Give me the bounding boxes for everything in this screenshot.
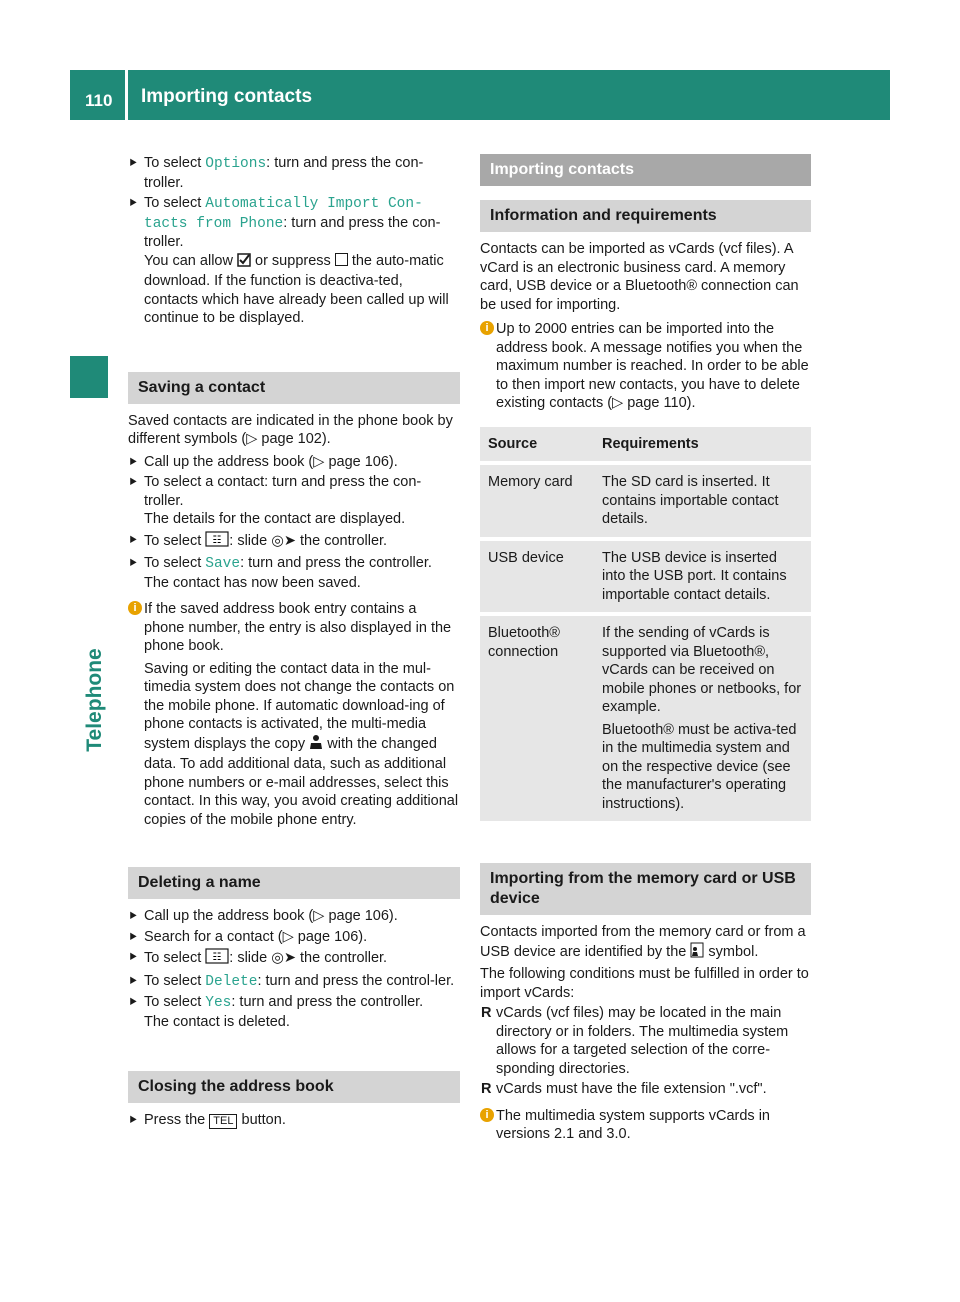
menu-option-delete: Delete [205,973,258,990]
arrow-icon: ⯈ [128,1113,138,1127]
info-note: i Up to 2000 entries can be imported into the address book. A message notifies you when the maximum number is reached. In order to be able to then import new contacts, you have to delete existing contacts (▷ page 110). [480,320,811,413]
step: ⯈ Press the TEL button. [128,1112,286,1128]
checkbox-checked-icon [237,253,251,273]
section-info-title: Information and requirements [480,200,811,232]
menu-option-options: Options [205,156,267,172]
info-note: i If the saved address book entry contains a phone number, the entry is also displayed in the phone book. Saving or editing the contact data in the mul-timedia system does not change the contacts on the mobile phone. If automatic download-ing of phone contacts is activated, the multi-media system displays the copy with the changed data. To add additional data, such as additional phone numbers or e-mail addresses, select this contact. In this way, you avoid creating additional copies of the mobile phone entry. [128,600,460,829]
step: ⯈ Search for a contact (▷ page 106). [128,928,368,945]
section-deleting-title: Deleting a name [128,867,460,899]
step: ⯈ To select ☷ : slide ◎➤ the controller. [128,531,460,553]
checkbox-unchecked-icon [335,253,348,266]
conditions-text: The following conditions must be fulfilled in order to import vCards: [480,966,809,1001]
table-row [480,541,811,613]
section-importing-title: Importing contacts [480,154,811,186]
table-header: Source [480,427,594,462]
info-intro: Contacts can be imported as vCards (vcf files). A vCard is an electronic business card. A memory card, USB device or a Bluetooth® connection can be used for importing. [480,241,799,313]
arrow-icon: ⯈ [128,196,138,210]
svg-text:☷: ☷ [212,534,222,546]
source-cell: Memory card [480,465,594,537]
step: ⯈ Call up the address book (▷ page 106). [128,453,398,470]
arrow-icon: ⯈ [128,995,138,1009]
arrow-icon: ⯈ [128,950,138,964]
person-copy-icon [309,734,323,756]
menu-option-auto-import: Automatically Import Con-tacts from Phone [144,196,423,232]
page-number: 110 [85,91,113,110]
section-memory-title: Importing from the memory card or USB device [480,863,811,915]
arrow-icon: ⯈ [128,454,138,469]
section-saving-title: Saving a contact [128,372,460,404]
header-divider [125,70,128,120]
source-cell: Bluetooth® connection [480,616,594,821]
arrow-icon: ⯈ [128,475,138,489]
step-select-auto-import: ⯈ To select Automatically Import Con-tacts from Phone: turn and press the con-troller. You can allow or suppress the auto-matic download. If the function is deactiva-ted, contacts which have already been called up will continue to be displayed. [128,195,449,326]
controller-slide-icon: ◎➤ [271,532,296,549]
phonebook-options-icon [205,531,229,553]
table-header: Requirements [594,427,811,462]
requirements-table [480,423,811,826]
list-item: R vCards (vcf files) may be located in the main directory or in folders. The multimedia system allows for a targeted selection of the corre-sponding directories. [481,1005,789,1077]
page-title: Importing contacts [141,86,313,107]
table-row [480,465,811,537]
source-cell: USB device [480,541,594,613]
info-icon: i [480,321,494,335]
right-column [480,154,811,1144]
step: ⯈ Call up the address book (▷ page 106). [128,908,398,924]
memory-intro: Contacts imported from the memory card or from a USB device are identified by the symbol. [480,923,811,963]
menu-option-save: Save [205,556,241,572]
tel-key-icon: TEL [209,1114,237,1129]
left-column [128,154,460,1132]
section-closing-title: Closing the address book [128,1071,460,1103]
list-item: R vCards must have the file extension ".vcf". [481,1081,767,1097]
arrow-icon: ⯈ [128,909,138,923]
info-note: i The multimedia system supports vCards in versions 2.1 and 3.0. [480,1107,811,1144]
usb-contact-icon [690,942,704,964]
table-header-row [480,427,811,462]
arrow-icon: ⯈ [128,556,138,570]
chapter-label: Telephone [82,648,106,752]
requirement-cell: The SD card is inserted. It contains importable contact details. [594,465,811,537]
saving-intro: Saved contacts are indicated in the phone book by different symbols (▷ page 102). [128,412,453,447]
step: ⯈ To select a contact: turn and press the con-troller. The details for the contact are displayed. [128,474,422,527]
arrow-icon: ⯈ [128,156,138,170]
phonebook-options-icon [205,948,229,970]
table-row [480,616,811,821]
menu-option-yes: Yes [205,995,232,1011]
requirement-cell: If the sending of vCards is supported via Bluetooth®, vCards can be received on mobile phones or netbooks, for example. Bluetooth® must be activa-ted in the multimedia system and on the respective device (see the manufacturer's operating instructions). [594,616,811,821]
info-icon: i [480,1108,494,1122]
step-select-options: ⯈ To select Options: turn and press the con-troller. [128,155,424,191]
requirement-cell: The USB device is inserted into the USB port. It contains importable contact details. [594,541,811,613]
controller-slide-icon: ◎➤ [271,950,296,966]
arrow-icon: ⯈ [128,973,138,988]
arrow-icon: ⯈ [128,532,138,547]
step: ⯈ To select ☷ : slide ◎➤ the controller. [128,948,460,970]
step: ⯈ To select Save: turn and press the controller. The contact has now been saved. [128,555,432,591]
step: ⯈ To select Yes: turn and press the controller. The contact is deleted. [128,994,424,1030]
svg-text:☷: ☷ [212,952,222,963]
arrow-icon: ⯈ [128,929,138,944]
info-icon: i [128,601,142,615]
step: ⯈ To select Delete: turn and press the control-ler. [128,972,455,990]
chapter-marker [70,356,108,398]
